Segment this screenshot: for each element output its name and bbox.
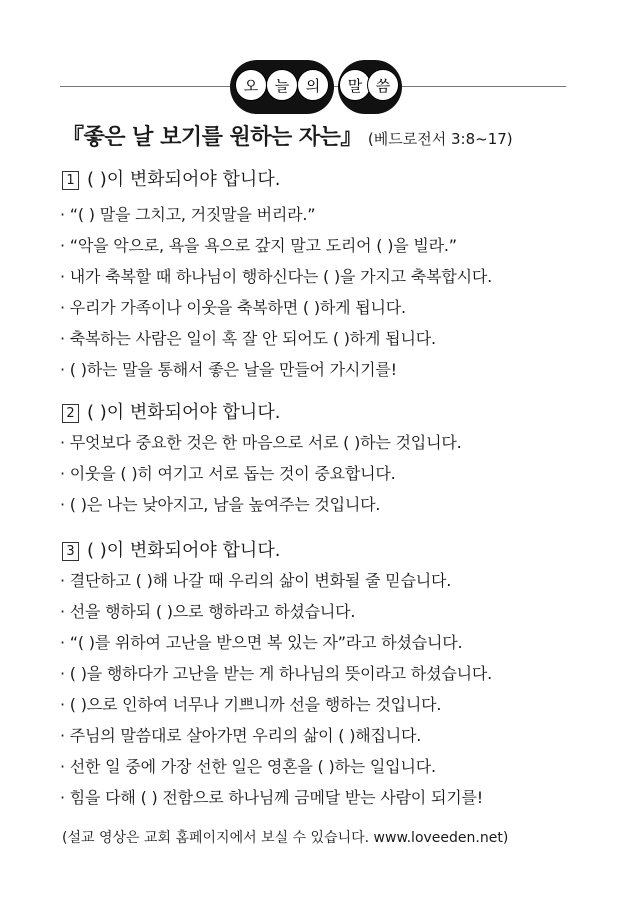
scripture-reference: (베드로전서 3:8~17) (367, 130, 513, 148)
section-2-item-2: · 이웃을 ( )히 여기고 서로 돕는 것이 중요합니다. (60, 464, 396, 483)
section-3-heading (62, 536, 280, 562)
section-1-item-5: · 축복하는 사람은 일이 혹 잘 안 되어도 ( )하게 됩니다. (60, 329, 436, 348)
sermon-title: 『좋은 날 보기를 원하는 자는』 (62, 125, 362, 150)
section-1-item-1: · “( ) 말을 그치고, 거짓말을 버리라.” (60, 205, 316, 224)
footer-note: (설교 영상은 교회 홈페이지에서 보실 수 있습니다. www.loveeden.net) (62, 830, 509, 846)
section-3-heading-text: ( )이 변화되어야 합니다. (87, 540, 281, 561)
banner-char-2: 늘 (266, 69, 298, 101)
section-1-item-2: · “악을 악으로, 욕을 욕으로 갚지 말고 도리어 ( )을 빌라.” (60, 236, 457, 255)
section-3-item-4: · ( )을 행하다가 고난을 받는 게 하나님의 뜻이라고 하셨습니다. (60, 664, 492, 683)
section-1-number: 1 (62, 171, 79, 190)
banner-char-4: 말 (339, 69, 371, 101)
section-3-item-6: · 주님의 말씀대로 살아가면 우리의 삶이 ( )해집니다. (60, 726, 422, 745)
banner-char-3: 의 (297, 69, 329, 101)
section-2-number: 2 (62, 404, 79, 423)
section-1-heading-text: ( )이 변화되어야 합니다. (87, 169, 281, 190)
section-3-item-2: · 선을 행하되 ( )으로 행하라고 하셨습니다. (60, 602, 356, 621)
section-1-item-4: · 우리가 가족이나 이웃을 축복하면 ( )하게 됩니다. (60, 298, 406, 317)
section-3-item-5: · ( )으로 인하여 너무나 기쁘니까 선을 행하는 것입니다. (60, 695, 442, 714)
banner-char-5: 씀 (367, 69, 399, 101)
section-3-item-1: · 결단하고 ( )해 나갈 때 우리의 삶이 변화될 줄 믿습니다. (60, 571, 452, 590)
section-3-item-3: · “( )를 위하여 고난을 받으면 복 있는 자”라고 하셨습니다. (60, 633, 463, 652)
section-2-heading-text: ( )이 변화되어야 합니다. (87, 402, 281, 423)
banner-char-1: 오 (235, 69, 267, 101)
section-1-item-6: · ( )하는 말을 통해서 좋은 날을 만들어 가시기를! (60, 360, 397, 379)
section-3-number: 3 (62, 542, 79, 561)
section-3-item-7: · 선한 일 중에 가장 선한 일은 영혼을 ( )하는 일입니다. (60, 757, 436, 776)
sermon-title-line (62, 120, 513, 151)
todays-word-banner (230, 60, 402, 116)
section-1-item-3: · 내가 축복할 때 하나님이 행하신다는 ( )을 가지고 축복합시다. (60, 267, 492, 286)
section-2-item-1: · 무엇보다 중요한 것은 한 마음으로 서로 ( )하는 것입니다. (60, 433, 462, 452)
section-2-item-3: · ( )은 나는 낮아지고, 남을 높여주는 것입니다. (60, 495, 381, 514)
section-1-heading (62, 165, 280, 191)
section-3-item-8: · 힘을 다해 ( ) 전함으로 하나님께 금메달 받는 사람이 되기를! (60, 788, 483, 807)
section-2-heading (62, 398, 280, 424)
